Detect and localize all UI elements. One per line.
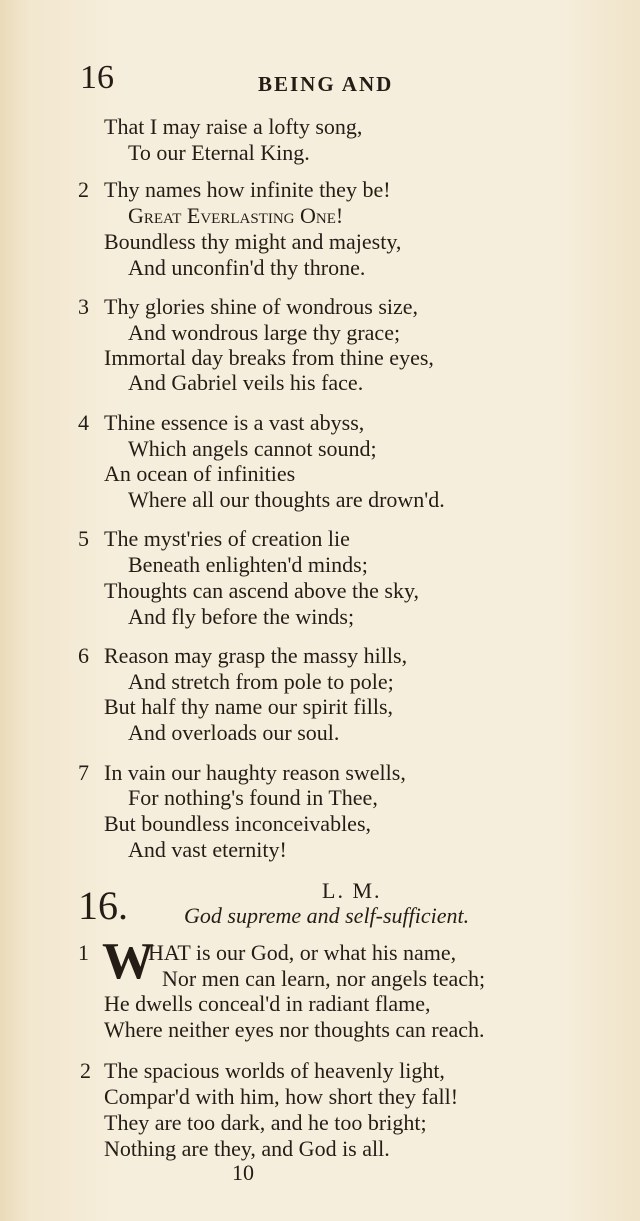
verse-line: They are too dark, and he too bright; — [104, 1110, 427, 1135]
verse-line: But boundless inconceivables, — [104, 811, 372, 836]
verse-line: HAT is our God, or what his name, — [148, 940, 457, 965]
verse-line: And Gabriel veils his face. — [128, 370, 364, 395]
verse-line: Thy glories shine of wondrous size, — [104, 294, 419, 319]
verse-line: Nothing are they, and God is all. — [104, 1136, 390, 1161]
verse-line: Thine essence is a vast abyss, — [104, 410, 365, 435]
verse-line: And fly before the winds; — [128, 604, 355, 629]
hymn-meter: L. M. — [322, 878, 382, 903]
verse-line: And unconfin'd thy throne. — [128, 255, 366, 280]
verse-line: Which angels cannot sound; — [128, 436, 377, 461]
verse-line: Thy names how infinite they be! — [104, 177, 391, 202]
drop-cap: W — [102, 933, 154, 990]
verse-line: And wondrous large thy grace; — [128, 320, 401, 345]
hymn-number: 16. — [78, 883, 128, 928]
verse-line: In vain our haughty reason swells, — [104, 760, 406, 785]
signature-mark: 10 — [232, 1160, 254, 1185]
verse-line: To our Eternal King. — [128, 140, 310, 165]
verse-line: Where neither eyes nor thoughts can reach. — [104, 1017, 485, 1042]
verse-line: Great Everlasting One! — [128, 203, 344, 228]
verse-line: For nothing's found in Thee, — [128, 785, 378, 810]
page-number: 16 — [80, 59, 114, 96]
verse-line: Beneath enlighten'd minds; — [128, 552, 368, 577]
verse-line: Nor men can learn, nor angels teach; — [162, 966, 486, 991]
stanza-number: 5 — [78, 526, 89, 551]
stanza-number: 3 — [78, 294, 89, 319]
verse-line: And vast eternity! — [128, 837, 287, 862]
stanza-number: 1 — [78, 940, 89, 965]
stanza-number: 6 — [78, 643, 89, 668]
verse-line: Immortal day breaks from thine eyes, — [104, 345, 434, 370]
verse-line: Compar'd with him, how short they fall! — [104, 1084, 459, 1109]
stanza-number: 7 — [78, 760, 89, 785]
stanza-number: 2 — [80, 1058, 91, 1083]
running-head: BEING AND — [258, 72, 394, 96]
stanza-number: 4 — [78, 410, 89, 435]
verse-line: Boundless thy might and majesty, — [104, 229, 402, 254]
verse-line: He dwells conceal'd in radiant flame, — [104, 991, 431, 1016]
stanza-number: 2 — [78, 177, 89, 202]
hymn-subtitle: God supreme and self-sufficient. — [184, 903, 470, 928]
verse-line: And overloads our soul. — [128, 720, 340, 745]
verse-line: And stretch from pole to pole; — [128, 669, 394, 694]
verse-line: Thoughts can ascend above the sky, — [104, 578, 420, 603]
verse-line: The myst'ries of creation lie — [104, 526, 350, 551]
verse-line: An ocean of infinities — [104, 461, 296, 486]
verse-line: The spacious worlds of heavenly light, — [104, 1058, 445, 1083]
verse-line: But half thy name our spirit fills, — [104, 694, 394, 719]
verse-line: That I may raise a lofty song, — [104, 114, 363, 139]
verse-line: Where all our thoughts are drown'd. — [128, 487, 445, 512]
verse-line: Reason may grasp the massy hills, — [104, 643, 408, 668]
